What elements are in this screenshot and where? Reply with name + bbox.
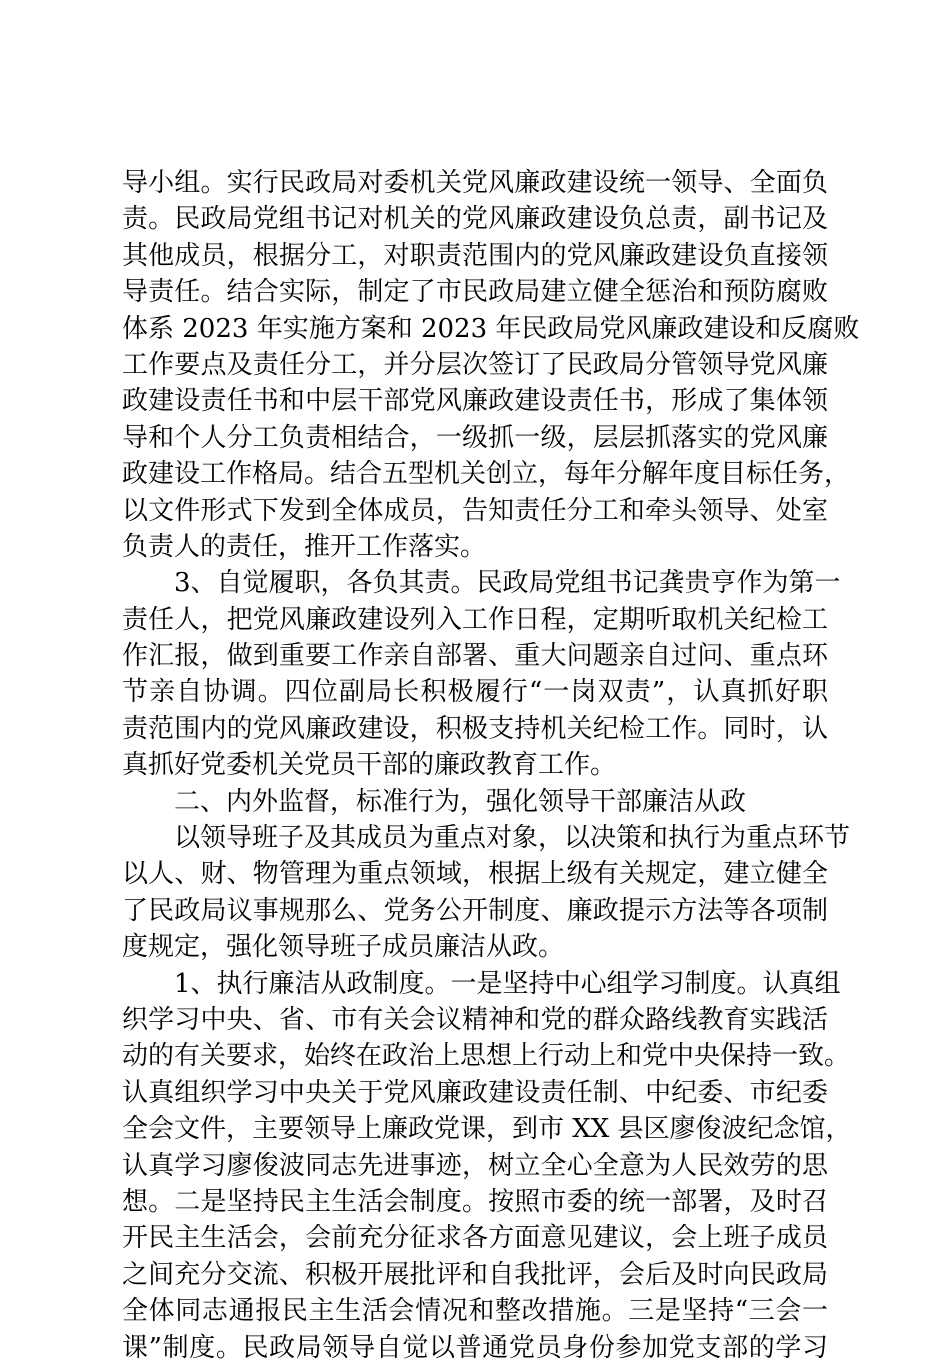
text-line: 以领导班子及其成员为重点对象，以决策和执行为重点环节 (174, 823, 851, 854)
text-line: 真抓好党委机关党员干部的廉政教育工作。 (122, 750, 617, 781)
text-line: 责。民政局党组书记对机关的党风廉政建设负总责，副书记及 (122, 204, 828, 235)
text-line: 全会文件，主要领导上廉政党课，到市 XX 县区廖俊波纪念馆， (122, 1114, 852, 1145)
text-line: 工作要点及责任分工，并分层次签订了民政局分管领导党风廉 (122, 349, 828, 380)
text-line: 导小组。实行民政局对委机关党风廉政建设统一领导、全面负 (122, 168, 828, 198)
text-line: 负责人的责任，推开工作落实。 (122, 531, 487, 562)
text-line: 导责任。结合实际，制定了市民政局建立健全惩治和预防腐败 (122, 277, 828, 308)
text-line: 度规定，强化领导班子成员廉洁从政。 (122, 932, 565, 963)
text-line: 责任人，把党风廉政建设列入工作日程，定期听取机关纪检工 (122, 604, 828, 635)
text-line: 认真组织学习中央关于党风廉政建设责任制、中纪委、市纪委 (122, 1077, 828, 1108)
text-line: 以人、财、物管理为重点领域，根据上级有关规定，建立健全 (122, 859, 828, 890)
text-line: 节亲自协调。四位副局长积极履行“一岗双责”，认真抓好职 (122, 677, 828, 708)
text-line: 课”制度。民政局领导自觉以普通党员身份参加党支部的学习 (122, 1332, 828, 1363)
text-line: 动的有关要求，始终在政治上思想上行动上和党中央保持一致。 (122, 1041, 851, 1072)
text-line: 3、自觉履职，各负其责。民政局党组书记龚贵亨作为第一 (174, 568, 841, 599)
text-line: 认真学习廖俊波同志先进事迹，树立全心全意为人民效劳的思 (122, 1150, 828, 1181)
text-line: 责范围内的党风廉政建设，积极支持机关纪检工作。同时，认 (122, 713, 828, 744)
body-text (122, 165, 860, 1366)
text-line: 体系 2023 年实施方案和 2023 年民政局党风廉政建设和反腐败 (122, 313, 860, 344)
text-line: 之间充分交流、积极开展批评和自我批评，会后及时向民政局 (122, 1259, 828, 1290)
text-line: 导和个人分工负责相结合，一级抓一级，层层抓落实的党风廉 (122, 422, 828, 453)
text-line: 织学习中央、省、市有关会议精神和党的群众路线教育实践活 (122, 1004, 828, 1035)
text-line: 政建设工作格局。结合五型机关创立，每年分解年度目标任务， (122, 459, 851, 490)
text-line: 想。二是坚持民主生活会制度。按照市委的统一部署，及时召 (122, 1186, 828, 1217)
section-heading: 二、内外监督，标准行为，强化领导干部廉洁从政 (174, 786, 747, 817)
text-line: 全体同志通报民主生活会情况和整改措施。三是坚持“三会一 (122, 1296, 828, 1327)
text-line: 政建设责任书和中层干部党风廉政建设责任书，形成了集体领 (122, 386, 828, 417)
text-line: 以文件形式下发到全体成员，告知责任分工和牵头领导、处室 (122, 495, 828, 526)
text-line: 作汇报，做到重要工作亲自部署、重大问题亲自过问、重点环 (122, 641, 828, 672)
text-line: 了民政局议事规那么、党务公开制度、廉政提示方法等各项制 (122, 895, 828, 926)
text-line: 其他成员，根据分工，对职责范围内的党风廉政建设负直接领 (122, 240, 828, 271)
text-line: 1、执行廉洁从政制度。一是坚持中心组学习制度。认真组 (174, 968, 841, 999)
text-line: 开民主生活会，会前充分征求各方面意见建议，会上班子成员 (122, 1223, 828, 1254)
